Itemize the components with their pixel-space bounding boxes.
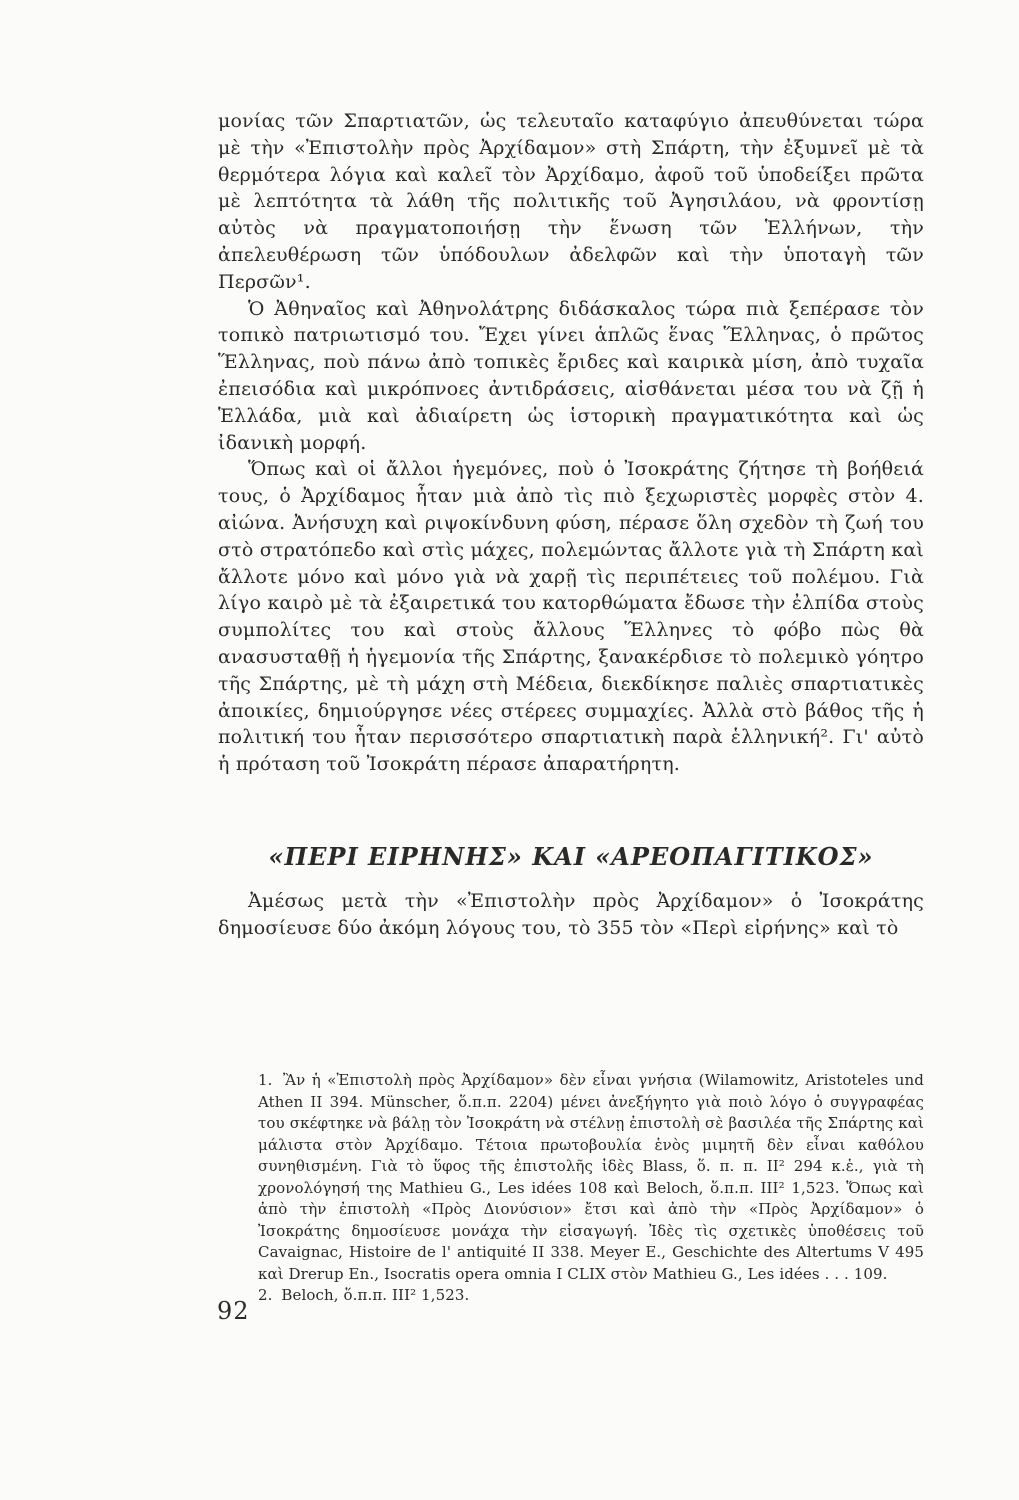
section-heading: «ΠΕΡΙ ΕΙΡΗΝΗΣ» ΚΑΙ «ΑΡΕΟΠΑΓΙΤΙΚΟΣ» [268, 842, 874, 871]
paragraph: Ὁ Ἀθηναῖος καὶ Ἀθηνολάτρης διδάσκαλος τώρα πιὰ ξεπέρασε τὸν τοπικὸ πατριωτισμό του. Ἔχει γίνει ἁπλῶς ἕνας Ἕλληνας, ὁ πρῶτος Ἕλληνας, ποὺ πάνω ἀπὸ τοπικὲς ἔριδες καὶ καιρικὰ μίση, ἀπὸ τυχαῖα ἐπεισόδια καὶ μικρόπνοες ἀντιδράσεις, αἰσθάνεται μέσα του νὰ ζῇ ἡ Ἑλλάδα, μιὰ καὶ ἀδιαίρετη ὡς ἱστορικὴ πραγματικότητα καὶ ὡς ἰδανικὴ μορφή. [218, 297, 924, 454]
page-number: 92 [217, 1297, 250, 1325]
footnotes [258, 1070, 924, 1307]
section-text [218, 888, 924, 942]
footnote-label: 2. [258, 1286, 273, 1304]
paragraph: Ἀμέσως μετὰ τὴν «Ἐπιστολὴν πρὸς Ἀρχίδαμον» ὁ Ἰσοκράτης δημοσίευσε δύο ἀκόμη λόγους του, τὸ 355 τὸν «Περὶ εἰρήνης» καὶ τὸ [218, 890, 924, 939]
footnote-text: Beloch, ὅ.π.π. III² 1,523. [281, 1286, 470, 1304]
footnote [258, 1070, 924, 1285]
paragraph: Ὅπως καὶ οἱ ἄλλοι ἡγεμόνες, ποὺ ὁ Ἰσοκράτης ζήτησε τὴ βοήθειά τους, ὁ Ἀρχίδαμος ἦταν μιὰ ἀπὸ τὶς πιὸ ξεχωριστὲς μορφὲς στὸν 4. αἰώνα. Ἀνήσυχη καὶ ριψοκίνδυνη φύση, πέρασε ὅλη σχεδὸν τὴ ζωή του στὸ στρατόπεδο καὶ στὶς μάχες, πολεμώντας ἄλλοτε γιὰ τὴ Σπάρτη καὶ ἄλλοτε μόνο καὶ μόνο γιὰ νὰ χαρῇ τὶς περιπέτειες τοῦ πολέμου. Γιὰ λίγο καιρὸ μὲ τὰ ἐξαιρετικά του κατορθώματα ἔδωσε τὴν ἐλπίδα στοὺς συμπολίτες του καὶ στοὺς ἄλλους Ἕλληνες τὸ φόβο πὼς θὰ ανασυσταθῇ ἡ ἡγεμονία τῆς Σπάρτης, ξανακέρδισε τὸ πολεμικὸ γόητρο τῆς Σπάρτης, μὲ τὴ μάχη στὴ Μέδεια, διεκδίκησε παλιὲς σπαρτιατικὲς ἀποικίες, δημιούργησε νέες στέρεες συμμαχίες. Ἀλλὰ στὸ βάθος τῆς ἡ πολιτική του ἦταν περισσότερο σπαρτιατικὴ παρὰ ἑλληνική². Γι' αὐτὸ ἡ πρόταση τοῦ Ἰσοκράτη πέρασε ἀπαρατήρητη. [218, 458, 924, 776]
main-text [218, 108, 924, 778]
footnote-label: 1. [258, 1071, 273, 1089]
footnote-text: Ἂν ἡ «Ἐπιστολὴ πρὸς Ἀρχίδαμον» δὲν εἶναι γνήσια (Wilamowitz, Aristoteles und Athen II 394. Münscher, ὅ.π.π. 2204) μένει ἀνεξήγητο γιὰ ποιὸ λόγο ὁ συγγραφέας του σκέφτηκε νὰ βάλῃ τὸν Ἰσοκράτη νὰ στέλνῃ ἐπιστολὴ σὲ βασιλέα τῆς Σπάρτης καὶ μάλιστα στὸν Ἀρχίδαμο. Τέτοια πρωτοβουλία ἑνὸς μιμητῆ δὲν εἶναι καθόλου συνηθισμένη. Γιὰ τὸ ὕφος τῆς ἐπιστολῆς ἰδὲς Blass, ὅ. π. π. II² 294 κ.ἑ., γιὰ τὴ χρονολόγησή της Mathieu G., Les idées 108 καὶ Beloch, ὅ.π.π. III² 1,523. Ὅπως καὶ ἀπὸ τὴν ἐπιστολὴ «Πρὸς Διονύσιον» ἔτσι καὶ ἀπὸ τὴν «Πρὸς Ἀρχίδαμον» ὁ Ἰσοκράτης δημοσίευσε μονάχα τὴν εἰσαγωγή. Ἰδὲς τὶς σχετικὲς ὑποθέσεις τοῦ Cavaignac, Histoire de l' antiquité II 338. Meyer E., Geschichte des Altertums V 495 καὶ Drerup En., Isocratis opera omnia I CLIX στὸν Mathieu G., Les idées . . . 109. [258, 1071, 924, 1283]
paragraph: μονίας τῶν Σπαρτιατῶν, ὡς τελευταῖο καταφύγιο ἀπευθύνεται τώρα μὲ τὴν «Ἐπιστολὴν πρὸς Ἀρχίδαμον» στὴ Σπάρτη, τὴν ἐξυμνεῖ μὲ τὰ θερμότερα λόγια καὶ καλεῖ τὸν Ἀρχίδαμο, ἀφοῦ τοῦ ὑποδείξει πρῶτα μὲ λεπτότητα τὰ λάθη τῆς πολιτικῆς τοῦ Ἀγησιλάου, νὰ φροντίσῃ αὐτὸς νὰ πραγματοποιήσῃ τὴν ἕνωση τῶν Ἑλλήνων, τὴν ἀπελευθέρωση τῶν ὑπόδουλων ἀδελφῶν καὶ τὴν ὑποταγὴ τῶν Περσῶν¹. [218, 110, 924, 293]
footnote [258, 1285, 924, 1307]
